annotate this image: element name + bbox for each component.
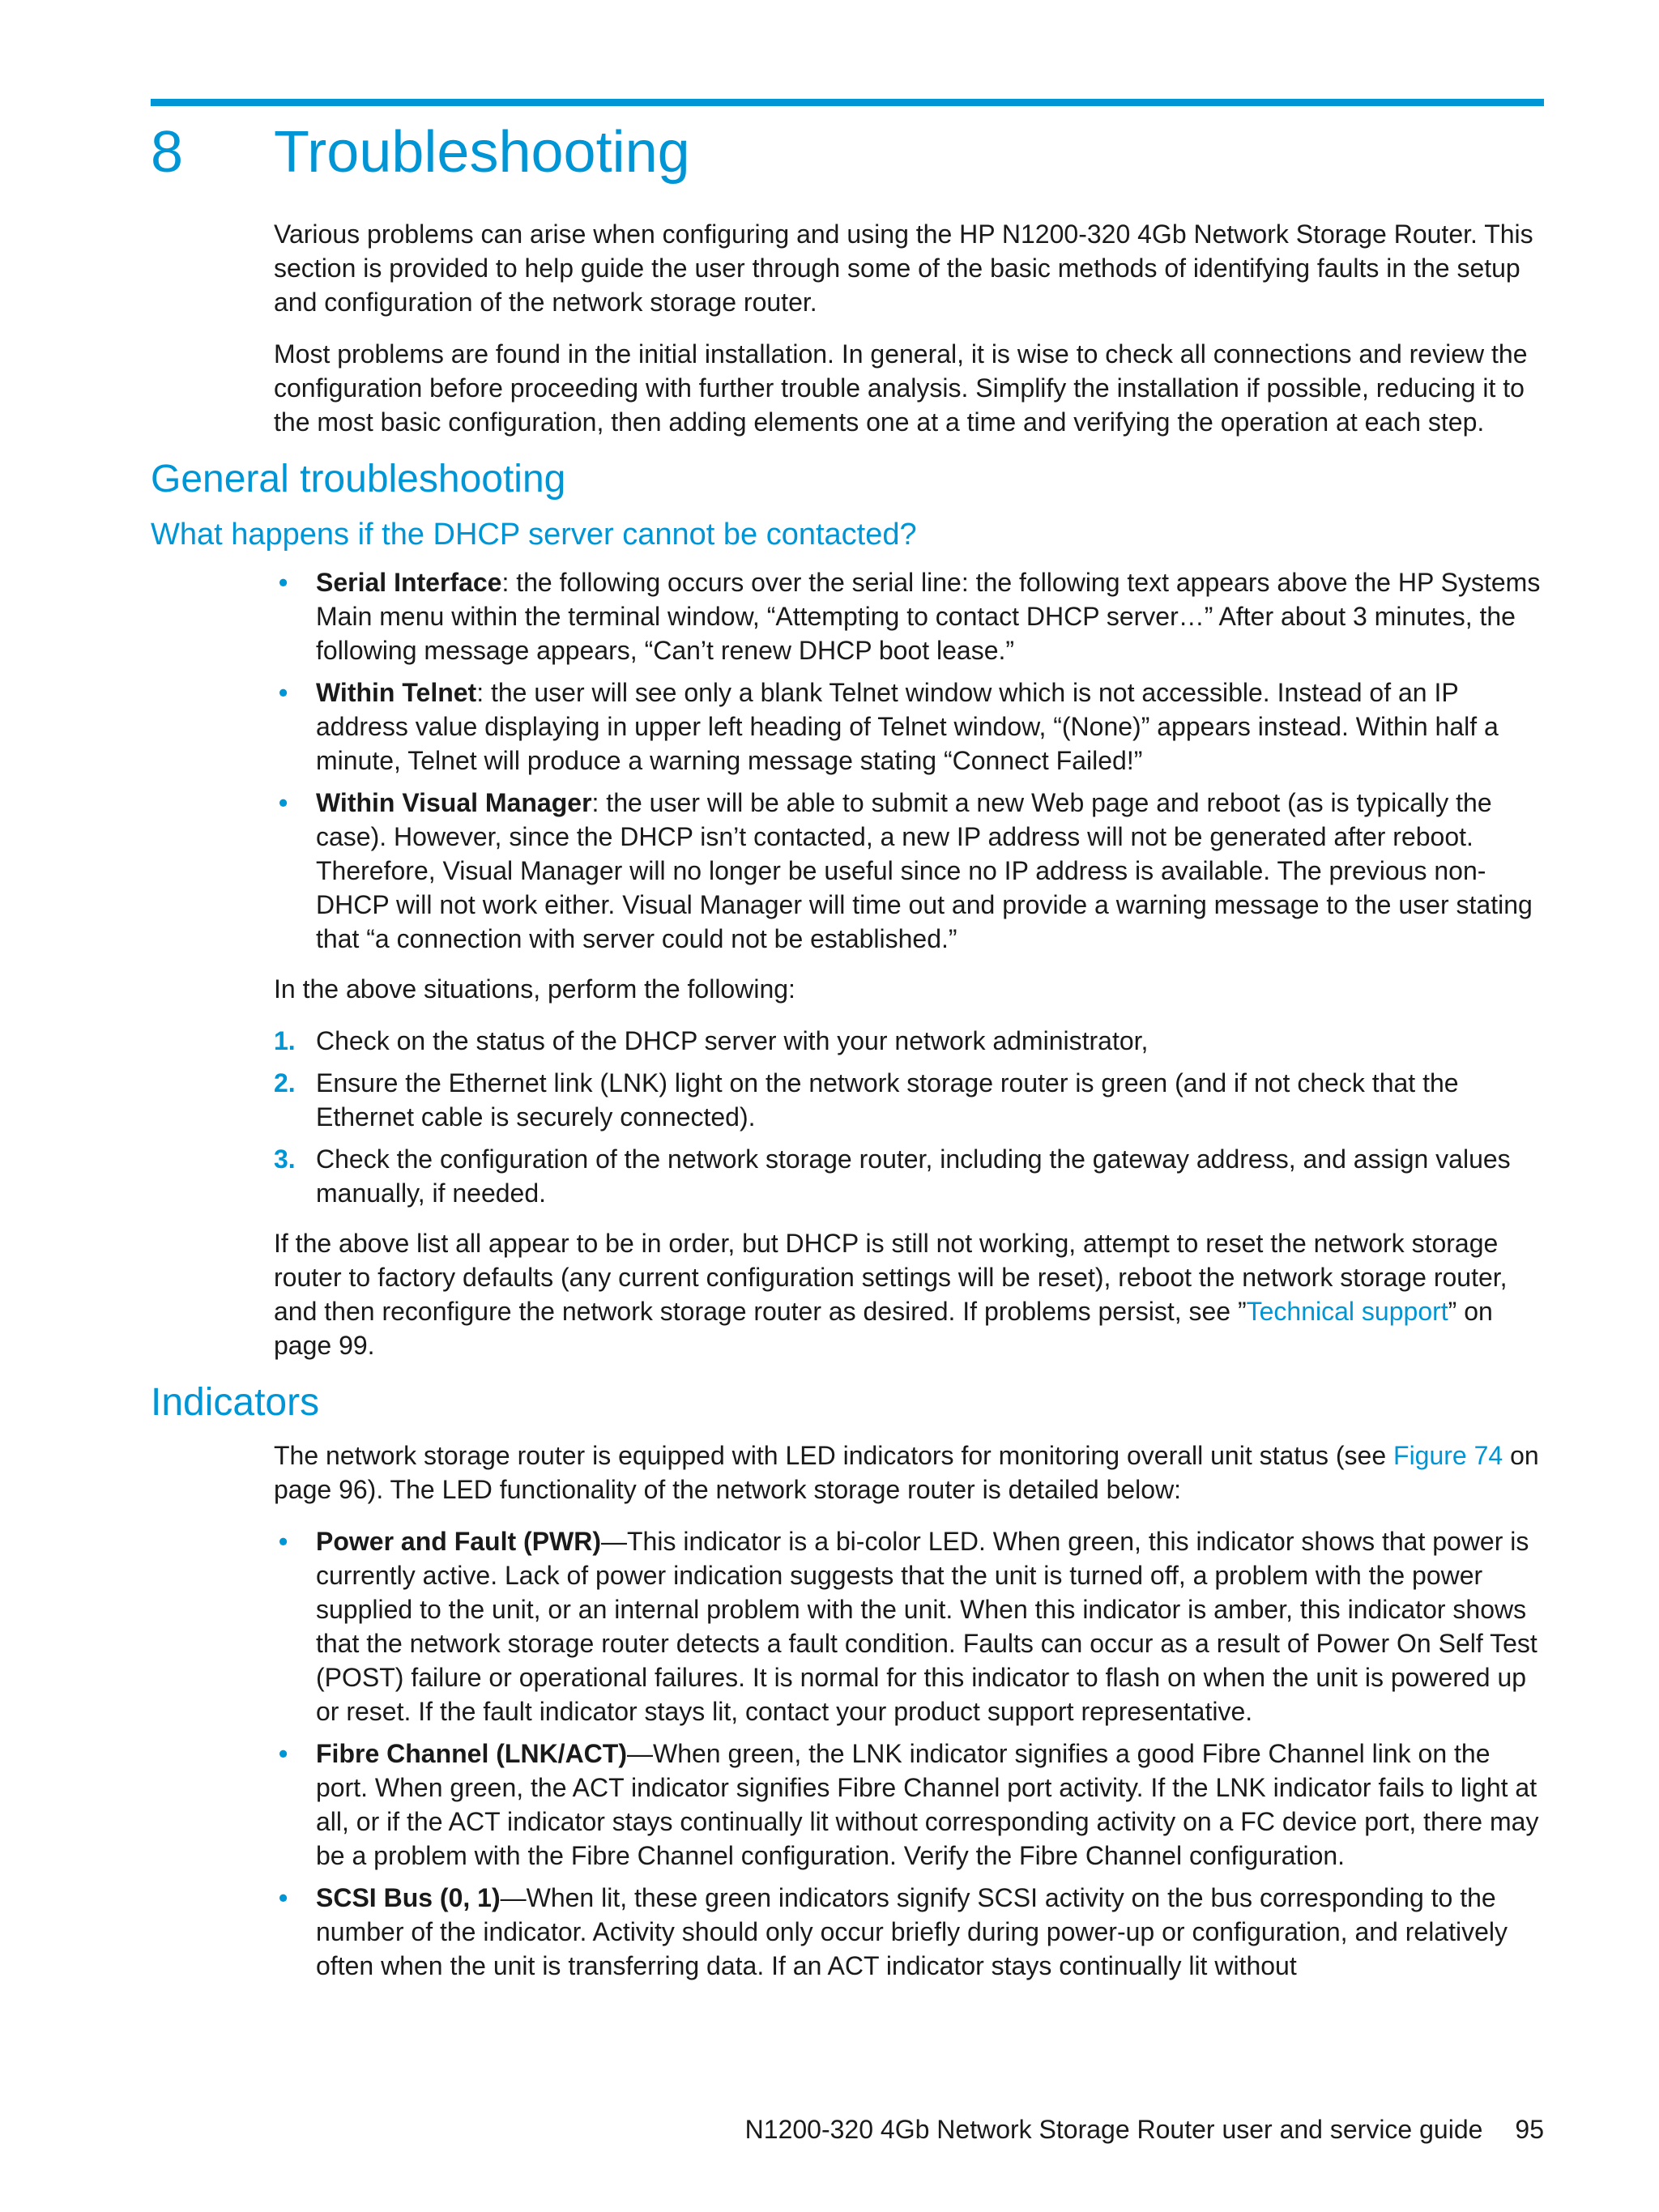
closing-paragraph bbox=[274, 1226, 1544, 1362]
section-heading-indicators: Indicators bbox=[151, 1381, 320, 1424]
bullet-icon: • bbox=[279, 788, 288, 817]
dhcp-steps-list bbox=[274, 1024, 1544, 1210]
chapter-heading bbox=[151, 113, 1544, 191]
chapter-number: 8 bbox=[151, 120, 184, 185]
list-item bbox=[274, 565, 1544, 667]
bullet-icon: • bbox=[279, 1883, 288, 1912]
bullet-term: Within Visual Manager bbox=[316, 788, 592, 817]
list-item bbox=[274, 676, 1544, 778]
closing-text-post: ” on page 99. bbox=[274, 1297, 1493, 1360]
indicators-intro-post: on page 96). The LED functionality of the network storage router is detailed below: bbox=[274, 1441, 1539, 1504]
page-footer bbox=[151, 2112, 1544, 2146]
step-number: 3. bbox=[274, 1144, 296, 1174]
bullet-text: : the user will see only a blank Telnet window which is not accessible. Instead of an IP address value displaying in upper left heading of Telnet window, “(None)” appears instead. Within half a minute, Telnet will produce a warning message stating “Connect Failed!” bbox=[316, 678, 1499, 775]
chapter-title: Troubleshooting bbox=[274, 120, 690, 185]
figure-74-link[interactable]: Figure 74 bbox=[1393, 1441, 1503, 1470]
chapter-top-rule bbox=[151, 99, 1544, 106]
step-text: Check on the status of the DHCP server with your network administrator, bbox=[316, 1026, 1149, 1055]
step-text: Check the configuration of the network storage router, including the gateway address, and assign values manually, if needed. bbox=[316, 1144, 1511, 1208]
bullet-term: Within Telnet bbox=[316, 678, 477, 707]
bullet-text: —When green, the LNK indicator signifies a good Fibre Channel link on the port. When green, the ACT indicator signifies Fibre Channel port activity. If the LNK indicator fails to light at all, or if the ACT indicator stays continually lit without corresponding activity on a FC device port, there may be a problem with the Fibre Channel configuration. Verify the Fibre Channel configuration. bbox=[316, 1739, 1539, 1870]
closing-text-pre: If the above list all appear to be in order, but DHCP is still not working, attempt to reset the network storage router to factory defaults (any current configuration settings will be reset), reboot the network storage router, and then reconfigure the network storage router as desired. If problems persist, see ” bbox=[274, 1229, 1508, 1326]
bullet-term: Serial Interface bbox=[316, 568, 502, 597]
bullet-icon: • bbox=[279, 1527, 288, 1556]
page-body bbox=[151, 217, 1544, 1999]
bullet-text: —When lit, these green indicators signify SCSI activity on the bus corresponding to the number of the indicator. Activity should only occur briefly during power-up or configuration, and relatively often when the unit is transferring data. If an ACT indicator stays continually lit without bbox=[316, 1883, 1508, 1980]
bullet-term: Fibre Channel (LNK/ACT) bbox=[316, 1739, 627, 1768]
bullet-text: : the user will be able to submit a new Web page and reboot (as is typically the case). However, since the DHCP isn’t contacted, a new IP address will not be generated after reboot. Therefore, Visual Manager will no longer be useful since no IP address is available. The previous non-DHCP will not work either. Visual Manager will time out and provide a warning message to the user stating that “a connection with server could not be established.” bbox=[316, 788, 1533, 953]
bullet-text: : the following occurs over the serial line: the following text appears above the HP Systems Main menu within the terminal window, “Attempting to contact DHCP server…” After about 3 minutes, the following message appears, “Can’t renew DHCP boot lease.” bbox=[316, 568, 1541, 665]
list-item bbox=[274, 786, 1544, 956]
step-text: Ensure the Ethernet link (LNK) light on the network storage router is green (and if not check that the Ethernet cable is securely connected). bbox=[316, 1068, 1459, 1132]
indicators-intro bbox=[274, 1438, 1544, 1507]
list-item bbox=[274, 1524, 1544, 1728]
list-item bbox=[274, 1024, 1544, 1058]
steps-lead: In the above situations, perform the following: bbox=[274, 974, 795, 1004]
dhcp-bullet-list bbox=[274, 565, 1544, 956]
subsection-heading-dhcp: What happens if the DHCP server cannot be contacted? bbox=[151, 518, 917, 552]
list-item bbox=[274, 1737, 1544, 1873]
bullet-icon: • bbox=[279, 1739, 288, 1768]
list-item bbox=[274, 1066, 1544, 1134]
step-number: 1. bbox=[274, 1026, 296, 1055]
bullet-icon: • bbox=[279, 678, 288, 707]
list-item bbox=[274, 1142, 1544, 1210]
bullet-text: —This indicator is a bi-color LED. When green, this indicator shows that power is currently active. Lack of power indication suggests that the unit is turned off, a problem with the power supplied to the unit, or an internal problem with the unit. When this indicator is amber, this indicator shows that the network storage router detects a fault condition. Faults can occur as a result of Power On Self Test (POST) failure or operational failures. It is normal for this indicator to flash on when the unit is powered up or reset. If the fault indicator stays lit, contact your product support representative. bbox=[316, 1527, 1537, 1726]
intro-paragraph-2: Most problems are found in the initial installation. In general, it is wise to check all connections and review the configuration before proceeding with further trouble analysis. Simplify the installation if possible, reducing it to the most basic configuration, then adding elements one at a time and verifying the operation at each step. bbox=[274, 339, 1528, 437]
step-number: 2. bbox=[274, 1068, 296, 1097]
technical-support-link[interactable]: Technical support bbox=[1246, 1297, 1448, 1326]
page-number: 95 bbox=[1515, 2115, 1544, 2144]
bullet-term: Power and Fault (PWR) bbox=[316, 1527, 601, 1556]
bullet-term: SCSI Bus (0, 1) bbox=[316, 1883, 501, 1912]
list-item bbox=[274, 1881, 1544, 1983]
indicators-intro-pre: The network storage router is equipped with LED indicators for monitoring overall unit status (see bbox=[274, 1441, 1394, 1470]
section-heading-general: General troubleshooting bbox=[151, 458, 566, 501]
indicators-bullet-list bbox=[274, 1524, 1544, 1983]
bullet-icon: • bbox=[279, 568, 288, 597]
footer-title: N1200-320 4Gb Network Storage Router user and service guide bbox=[744, 2115, 1483, 2144]
intro-paragraph-1: Various problems can arise when configuring and using the HP N1200-320 4Gb Network Storage Router. This section is provided to help guide the user through some of the basic methods of identifying faults in the setup and configuration of the network storage router. bbox=[274, 219, 1533, 317]
